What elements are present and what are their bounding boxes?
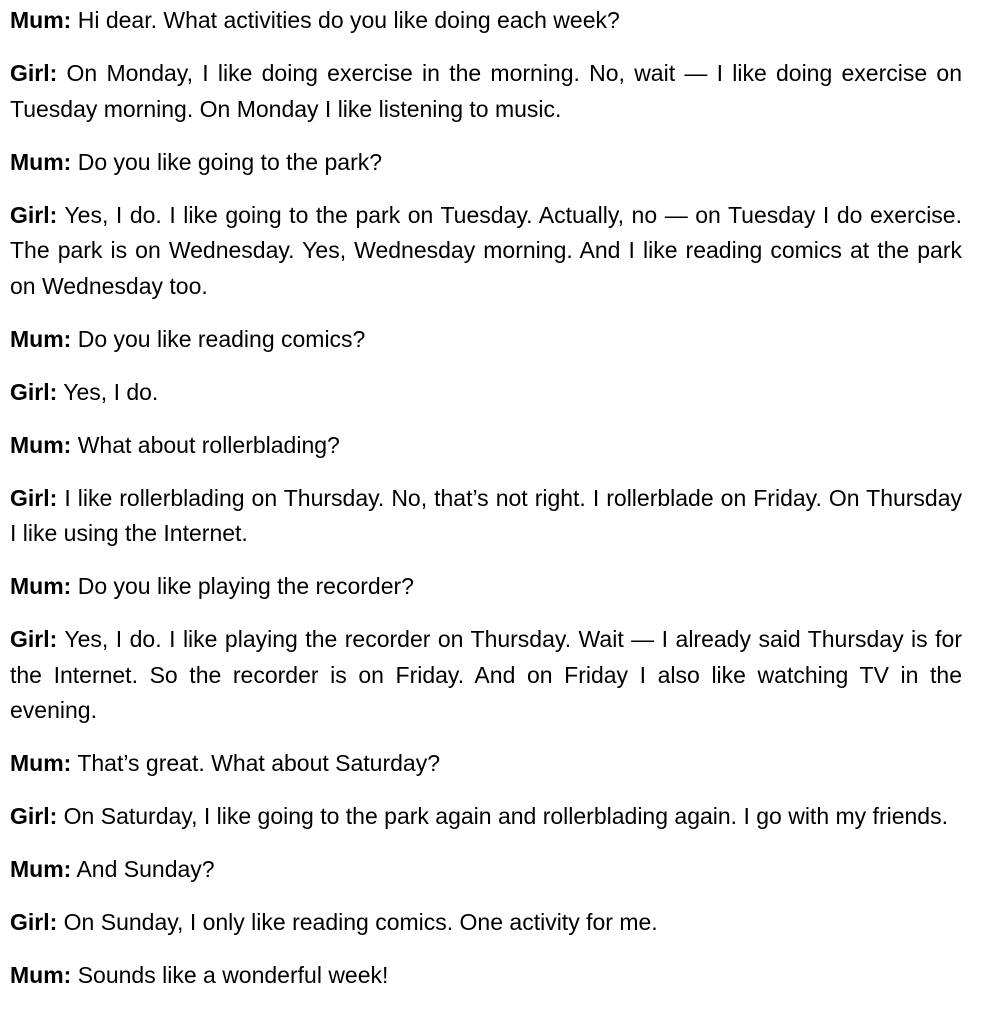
line-text: That’s great. What about Saturday? (77, 750, 440, 776)
line-text: On Sunday, I only like reading comics. One activity for me. (63, 909, 658, 935)
dialogue-line (10, 481, 962, 552)
speaker-label: Mum: (10, 962, 72, 988)
line-text: Hi dear. What activities do you like doing each week? (77, 7, 620, 33)
speaker-label: Mum: (10, 750, 72, 776)
line-text: I like rollerblading on Thursday. No, that’s not right. I rollerblade on Friday. On Thursday I like using the Internet. (10, 484, 963, 546)
speaker-label: Girl: (10, 60, 58, 86)
speaker-label: Mum: (10, 7, 72, 33)
dialogue-line (10, 799, 962, 835)
speaker-label: Mum: (10, 148, 72, 175)
speaker-label: Mum: (10, 431, 72, 458)
line-text: Do you like reading comics? (77, 325, 366, 352)
speaker-label: Girl: (10, 201, 58, 228)
dialogue-line (10, 746, 962, 782)
dialogue-line (10, 569, 962, 605)
line-text: What about rollerblading? (77, 431, 340, 458)
dialogue-line (10, 3, 962, 39)
speaker-label: Girl: (10, 626, 58, 652)
dialogue-line (10, 56, 962, 127)
dialogue-line (10, 622, 962, 729)
speaker-label: Mum: (10, 325, 72, 352)
line-text: Yes, I do. I like going to the park on Tuesday. Actually, no — on Tuesday I do exercise. The park is on Wednesday. Yes, Wednesday morning. And I like reading comics at the park on Wednesday too. (10, 201, 962, 299)
speaker-label: Mum: (10, 856, 72, 882)
line-text: Sounds like a wonderful week! (77, 962, 389, 988)
speaker-label: Mum: (10, 573, 72, 599)
dialogue-line (10, 905, 962, 941)
dialogue-line (10, 198, 962, 305)
dialogue-transcript (10, 3, 962, 1011)
line-text: Yes, I do. (63, 378, 159, 405)
dialogue-line (10, 852, 962, 888)
line-text: On Monday, I like doing exercise in the morning. No, wait — I like doing exercise on Tuesday morning. On Monday I like listening to music. (10, 60, 962, 122)
line-text: Do you like going to the park? (77, 148, 383, 175)
speaker-label: Girl: (10, 909, 58, 935)
speaker-label: Girl: (10, 378, 58, 405)
dialogue-line (10, 145, 962, 181)
dialogue-line (10, 958, 962, 994)
line-text: On Saturday, I like going to the park again and rollerblading again. I go with my friends. (63, 803, 948, 829)
dialogue-line (10, 375, 962, 411)
dialogue-line (10, 428, 962, 464)
line-text: And Sunday? (76, 856, 215, 882)
line-text: Yes, I do. I like playing the recorder on Thursday. Wait — I already said Thursday is for the Internet. So the recorder is on Friday. And on Friday I also like watching TV in the evening. (10, 626, 962, 723)
speaker-label: Girl: (10, 803, 58, 829)
line-text: Do you like playing the recorder? (77, 573, 414, 599)
speaker-label: Girl: (10, 484, 58, 511)
dialogue-line (10, 322, 962, 358)
